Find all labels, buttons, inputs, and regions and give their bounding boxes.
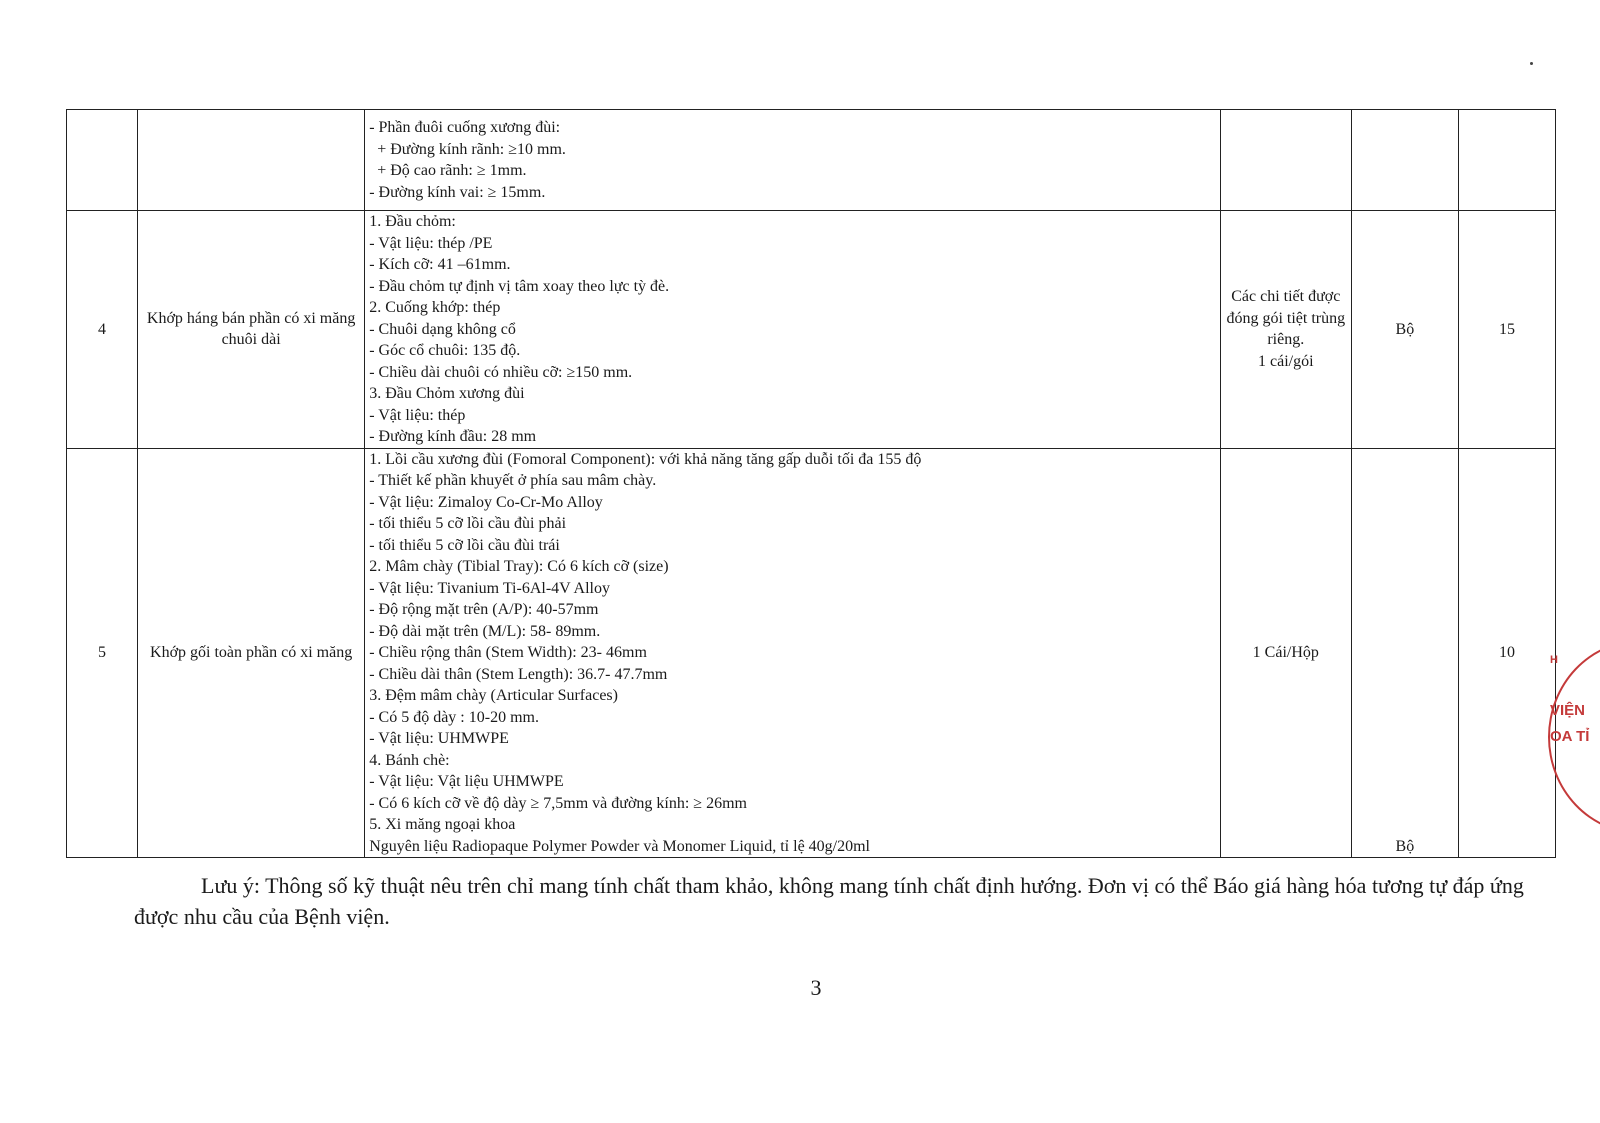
- spec-line: 3. Đầu Chỏm xương đùi: [369, 385, 525, 402]
- table-row: [67, 211, 1556, 449]
- table-row: [67, 448, 1556, 858]
- row-quantity: 15: [1458, 211, 1555, 449]
- spec-line: Nguyên liệu Radiopaque Polymer Powder và Monomer Liquid, tỉ lệ 40g/20ml: [369, 837, 870, 855]
- row-unit: Bộ: [1351, 211, 1458, 449]
- spec-line: - Chiều dài chuôi có nhiều cỡ: ≥150 mm.: [369, 363, 633, 381]
- spec-line: - Có 6 kích cỡ về độ dày ≥ 7,5mm và đường kính: ≥ 26mm: [369, 794, 747, 812]
- spec-line: - Vật liệu: thép: [369, 406, 466, 424]
- row-stt: 5: [67, 448, 138, 858]
- stamp-text: VIỆN: [1550, 702, 1586, 719]
- spec-line: 2. Cuống khớp: thép: [369, 299, 501, 316]
- spec-line: - Vật liệu: Vật liệu UHMWPE: [369, 773, 564, 790]
- spec-line: - tối thiểu 5 cỡ lồi cầu đùi trái: [369, 536, 560, 554]
- spec-line: 1. Lồi cầu xương đùi (Fomoral Component): với khả năng tăng gấp duỗi tối đa 155 độ: [369, 450, 922, 468]
- row-spec: [365, 448, 1221, 858]
- row-spec: [365, 110, 1221, 211]
- spec-line: - Đầu chỏm tự định vị tâm xoay theo lực tỳ đè.: [369, 277, 670, 295]
- spec-line: - Độ dài mặt trên (M/L): 58- 89mm.: [369, 622, 601, 640]
- row-unit: [1351, 110, 1458, 211]
- footnote: Lưu ý: Thông số kỹ thuật nêu trên chỉ mang tính chất tham khảo, không mang tính chất định hướng. Đơn vị có thể Báo giá hàng hóa tương tự đáp ứng được nhu cầu của Bệnh viện.: [134, 873, 1524, 929]
- row-item-name: [138, 110, 365, 211]
- table-row: [67, 110, 1556, 211]
- row-packaging: 1 Cái/Hộp: [1220, 448, 1351, 858]
- spec-line: - Đường kính vai: ≥ 15mm.: [369, 183, 546, 201]
- row-item-name: Khớp háng bán phần có xi măng chuôi dài: [138, 211, 365, 449]
- spec-line: - Chiều rộng thân (Stem Width): 23- 46mm: [369, 644, 647, 661]
- row-spec: [365, 211, 1221, 449]
- page-number: 3: [810, 975, 822, 1000]
- row-packaging: [1220, 110, 1351, 211]
- spec-line: - Độ rộng mặt trên (A/P): 40-57mm: [369, 601, 599, 618]
- spec-line: + Độ cao rãnh: ≥ 1mm.: [377, 162, 527, 179]
- spec-line: - Vật liệu: thép /PE: [369, 234, 493, 252]
- spec-line: 1. Đầu chỏm:: [369, 213, 456, 230]
- spec-line: - Đường kính đầu: 28 mm: [369, 428, 537, 445]
- spec-line: 2. Mâm chày (Tibial Tray): Có 6 kích cỡ (size): [369, 558, 669, 575]
- red-seal-stamp: [1548, 640, 1600, 840]
- spec-table: [66, 109, 1556, 858]
- row-stt: [67, 110, 138, 211]
- row-packaging: Các chi tiết được đóng gói tiệt trùng riêng. 1 cái/gói: [1220, 211, 1351, 449]
- spec-line: + Đường kính rãnh: ≥10 mm.: [377, 140, 566, 158]
- row-unit: Bộ: [1351, 448, 1458, 858]
- row-quantity: 10: [1458, 448, 1555, 858]
- spec-line: - Kích cỡ: 41 –61mm.: [369, 256, 511, 273]
- spec-line: - Chiều dài thân (Stem Length): 36.7- 47.7mm: [369, 665, 668, 683]
- spec-line: - Có 5 độ dày : 10-20 mm.: [369, 708, 539, 726]
- spec-line: 3. Đệm mâm chày (Articular Surfaces): [369, 687, 618, 704]
- row-stt: 4: [67, 211, 138, 449]
- stamp-text: H: [1550, 654, 1558, 666]
- row-item-name: Khớp gối toàn phần có xi măng: [138, 448, 365, 858]
- spec-line: - Chuôi dạng không cổ: [369, 320, 516, 338]
- spec-line: - tối thiểu 5 cỡ lồi cầu đùi phải: [369, 515, 567, 532]
- spec-line: - Vật liệu: Tivanium Ti-6Al-4V Alloy: [369, 579, 610, 597]
- spec-line: 4. Bánh chè:: [369, 751, 450, 769]
- spec-line: - Vật liệu: Zimaloy Co-Cr-Mo Alloy: [369, 493, 603, 511]
- row-quantity: [1458, 110, 1555, 211]
- spec-line: - Góc cổ chuôi: 135 độ.: [369, 342, 521, 359]
- stamp-text: OA TỈ: [1550, 728, 1590, 745]
- scan-speck: [1530, 62, 1533, 65]
- spec-line: 5. Xi măng ngoại khoa: [369, 816, 516, 833]
- spec-line: - Vật liệu: UHMWPE: [369, 730, 509, 747]
- spec-line: - Phần đuôi cuống xương đùi:: [369, 119, 561, 136]
- spec-line: - Thiết kế phần khuyết ở phía sau mâm chày.: [369, 472, 657, 489]
